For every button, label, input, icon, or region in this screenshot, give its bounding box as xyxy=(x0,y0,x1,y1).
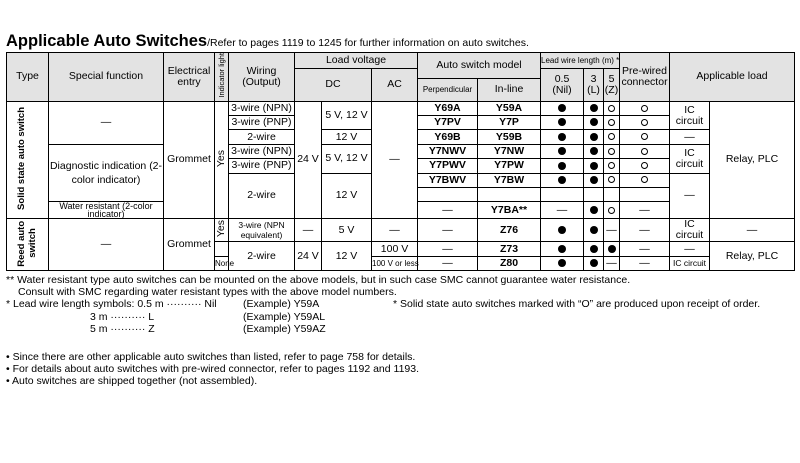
header-lead-5: 5 (Z) xyxy=(604,69,620,102)
load-ic-circuit: IC circuit xyxy=(670,256,710,270)
title-main: Applicable Auto Switches xyxy=(6,32,208,50)
dc-5v: 5 V xyxy=(322,219,372,242)
wiring-cell: 3-wire (NPN equivalent) xyxy=(229,219,295,242)
header-electrical-entry: Electrical entry xyxy=(164,53,215,102)
electrical-entry-grommet: Grommet xyxy=(164,101,215,219)
model-perpendicular: — xyxy=(418,219,478,242)
lead-5-mark xyxy=(604,130,620,144)
note-lead-wire-row: 3 m ·········· L (Example) Y59AL xyxy=(90,310,326,323)
note-solid-state-order: * Solid state auto switches marked with “O” are produced upon receipt of order. xyxy=(393,298,761,311)
model-inline: Y7P xyxy=(478,116,541,130)
model-perpendicular: — xyxy=(418,242,478,256)
lead-3-empty xyxy=(584,187,604,201)
note-bullet: • For details about auto switches with pre-wired connector, refer to pages 1192 and 1193. xyxy=(6,363,420,376)
title-sub: /Refer to pages 1119 to 1245 for further information on auto switches. xyxy=(207,37,529,49)
header-type: Type xyxy=(7,53,49,102)
lead-3-mark xyxy=(584,242,604,256)
prewired-mark xyxy=(620,130,670,144)
header-prewired: Pre-wired connector xyxy=(620,53,670,102)
header-perpendicular: Perpendicular xyxy=(418,78,478,101)
ac-none: — xyxy=(372,101,418,219)
header-lead-wire: Lead wire length (m) * xyxy=(541,53,620,69)
header-wiring: Wiring (Output) xyxy=(229,53,295,102)
model-perpendicular: — xyxy=(418,202,478,219)
header-inline: In-line xyxy=(478,78,541,101)
header-ac: AC xyxy=(372,69,418,102)
dc-12v: 12 V xyxy=(322,173,372,219)
load-ic-circuit: IC circuit xyxy=(670,144,710,173)
prewired-mark xyxy=(620,144,670,158)
auto-switch-table xyxy=(6,52,795,271)
model-inline: Z76 xyxy=(478,219,541,242)
load-ic-circuit: IC circuit xyxy=(670,101,710,130)
lead-3-mark xyxy=(584,101,604,115)
wiring-cell: 3-wire (NPN) xyxy=(229,101,295,115)
model-perpendicular: Y7PWV xyxy=(418,159,478,173)
note-water-resistant-consult: Consult with SMC regarding water resistant types with the above model numbers. xyxy=(18,286,397,299)
header-dc: DC xyxy=(295,69,372,102)
dc-12v: 12 V xyxy=(322,242,372,271)
lead-5-mark xyxy=(604,116,620,130)
lead-3-mark xyxy=(584,256,604,270)
load-none: — xyxy=(670,173,710,219)
lead-5-mark xyxy=(604,242,620,256)
prewired-mark: — xyxy=(620,202,670,219)
prewired-mark: — xyxy=(620,256,670,270)
note-bullet: • Auto switches are shipped together (not assembled). xyxy=(6,375,258,388)
load-none: — xyxy=(670,130,710,144)
ac-100v-or-less: 100 V or less xyxy=(372,256,418,270)
model-perpendicular: — xyxy=(418,256,478,270)
lead-3-mark xyxy=(584,202,604,219)
lead-3-mark xyxy=(584,130,604,144)
note-lead-wire-row: 5 m ·········· Z (Example) Y59AZ xyxy=(90,322,326,335)
type-solid-state: Solid state auto switch xyxy=(7,101,49,219)
lead-5-mark xyxy=(604,101,620,115)
lead-05-mark xyxy=(541,242,584,256)
lead-5-mark: — xyxy=(604,256,620,270)
electrical-entry-grommet: Grommet xyxy=(164,219,215,271)
model-inline: Y7BA** xyxy=(478,202,541,219)
section-title xyxy=(6,32,529,51)
special-function-diagnostic: Diagnostic indication (2-color indicator) xyxy=(49,144,164,202)
lead-05-mark xyxy=(541,130,584,144)
lead-5-mark xyxy=(604,159,620,173)
type-reed: Reed auto switch xyxy=(7,219,49,271)
wiring-cell: 3-wire (PNP) xyxy=(229,116,295,130)
indicator-none: None xyxy=(215,256,229,270)
load-none: — xyxy=(670,242,710,256)
lead-3-mark xyxy=(584,159,604,173)
wiring-cell: 3-wire (NPN) xyxy=(229,144,295,158)
model-inline: Y7PW xyxy=(478,159,541,173)
model-inline: Y7BW xyxy=(478,173,541,187)
load-none: — xyxy=(710,219,795,242)
footnotes xyxy=(6,274,760,388)
special-function-water-resistant: Water resistant (2-color indicator) xyxy=(49,202,164,219)
load-relay-plc: Relay, PLC xyxy=(710,101,795,219)
lead-3-mark xyxy=(584,219,604,242)
header-auto-switch-model: Auto switch model xyxy=(418,53,541,79)
wiring-cell: 2-wire xyxy=(229,130,295,144)
indicator-yes: Yes xyxy=(215,101,229,219)
prewired-mark xyxy=(620,173,670,187)
lead-5-empty xyxy=(604,187,620,201)
model-perpendicular: Y7BWV xyxy=(418,173,478,187)
model-perpendicular-empty xyxy=(418,187,478,201)
note-lead-wire-row: * Lead wire length symbols: 0.5 m ·········· Nil (Example) Y59A * Solid state auto switches marked with “O” are produced upon receipt of order. xyxy=(6,298,761,311)
table-row xyxy=(7,101,795,115)
dc-12v: 12 V xyxy=(322,130,372,144)
dc-5-12v: 5 V, 12 V xyxy=(322,101,372,130)
ac-none: — xyxy=(372,219,418,242)
note-water-resistant: ** Water resistant type auto switches can be mounted on the above models, but in such case SMC cannot guarantee water resistance. xyxy=(6,274,631,286)
lead-05-mark xyxy=(541,173,584,187)
wiring-cell: 2-wire xyxy=(229,242,295,271)
lead-5-mark xyxy=(604,144,620,158)
prewired-mark: — xyxy=(620,242,670,256)
model-inline: Z80 xyxy=(478,256,541,270)
indicator-yes xyxy=(215,242,229,256)
lead-5-mark xyxy=(604,173,620,187)
prewired-mark xyxy=(620,159,670,173)
special-function-none: — xyxy=(49,101,164,144)
lead-05-empty xyxy=(541,187,584,201)
header-lead-05: 0.5 (Nil) xyxy=(541,69,584,102)
lead-3-mark xyxy=(584,144,604,158)
wiring-cell: 3-wire (PNP) xyxy=(229,159,295,173)
model-perpendicular: Y7NWV xyxy=(418,144,478,158)
prewired-mark: — xyxy=(620,219,670,242)
lead-3-mark xyxy=(584,173,604,187)
model-inline: Y7NW xyxy=(478,144,541,158)
indicator-yes: Yes xyxy=(215,219,229,242)
load-ic-circuit: IC circuit xyxy=(670,219,710,242)
header-special-function: Special function xyxy=(49,53,164,102)
model-inline: Z73 xyxy=(478,242,541,256)
model-perpendicular: Y69A xyxy=(418,101,478,115)
lead-05-mark xyxy=(541,144,584,158)
prewired-mark xyxy=(620,116,670,130)
header-applicable-load: Applicable load xyxy=(670,53,795,102)
header-lead-3: 3 (L) xyxy=(584,69,604,102)
special-function-none: — xyxy=(49,219,164,271)
lead-05-mark: — xyxy=(541,202,584,219)
wiring-cell: 2-wire xyxy=(229,173,295,219)
prewired-empty xyxy=(620,187,670,201)
model-inline: Y59B xyxy=(478,130,541,144)
dc-none: — xyxy=(295,219,322,242)
model-inline-empty xyxy=(478,187,541,201)
header-row-1 xyxy=(7,53,795,69)
model-perpendicular: Y69B xyxy=(418,130,478,144)
note-spacer xyxy=(6,335,760,351)
header-indicator-light: Indicator light xyxy=(215,53,229,102)
lead-05-mark xyxy=(541,116,584,130)
lead-05-mark xyxy=(541,159,584,173)
dc-24v: 24 V xyxy=(295,101,322,219)
note-bullet: • Since there are other applicable auto switches than listed, refer to page 758 for details. xyxy=(6,351,416,364)
model-perpendicular: Y7PV xyxy=(418,116,478,130)
prewired-mark xyxy=(620,101,670,115)
ac-100v: 100 V xyxy=(372,242,418,256)
model-inline: Y59A xyxy=(478,101,541,115)
lead-5-mark xyxy=(604,202,620,219)
lead-05-mark xyxy=(541,101,584,115)
lead-3-mark xyxy=(584,116,604,130)
dc-5-12v: 5 V, 12 V xyxy=(322,144,372,173)
dc-24v: 24 V xyxy=(295,242,322,271)
lead-5-mark: — xyxy=(604,219,620,242)
lead-05-mark xyxy=(541,256,584,270)
lead-05-mark xyxy=(541,219,584,242)
load-relay-plc: Relay, PLC xyxy=(710,242,795,271)
header-load-voltage: Load voltage xyxy=(295,53,418,69)
